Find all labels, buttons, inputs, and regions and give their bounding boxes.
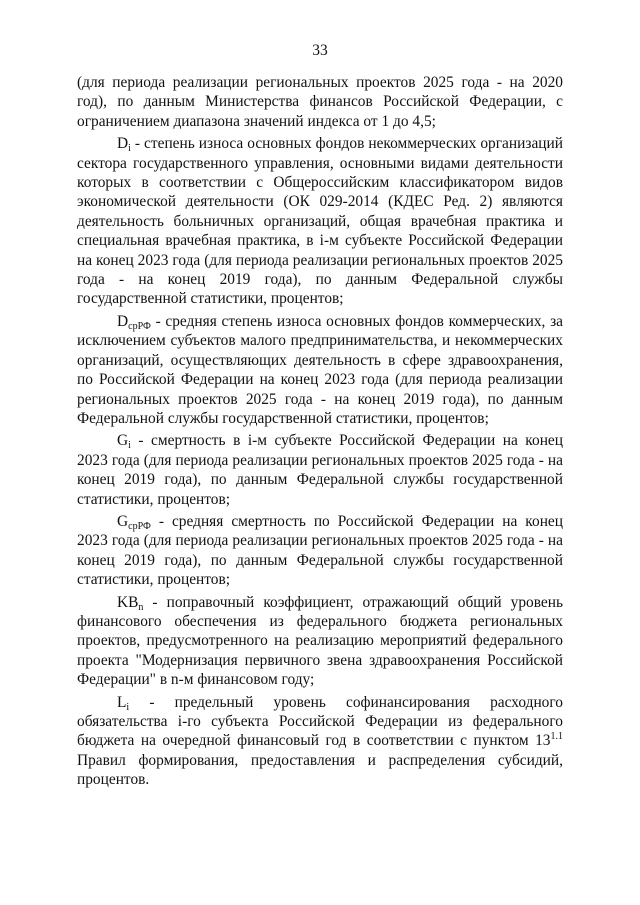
- variable-g-i: $G_i$: [117, 432, 131, 452]
- variable-d-i: $D_i$: [117, 135, 131, 155]
- paragraph-l-i: $L_i$ - предельный уровень софинансирования расходного обязательства i-го субъекта Российской Федерации из федерального бюджета на очередной финансовый год в соответствии с пунктом $13^{1.1}$ Правил формирования, предоставления и распределения субсидий, процентов.: [77, 693, 563, 789]
- paragraph-g-srrf: $G_{срРФ}$ - средняя смертность по Российской Федерации на конец 2023 года (для периода реализации региональных проектов 2025 года - на конец 2019 года), по данным Федеральной службы государственной статистики, процентов;: [77, 512, 563, 589]
- paragraph-index-continuation: (для периода реализации региональных проектов 2025 года - на 2020 год), по данным Министерства финансов Российской Федерации, с ограничением диапазона значений индекса от 1 до 4,5;: [77, 74, 563, 130]
- page-number: 33: [312, 42, 328, 59]
- variable-l-i: $L_i$: [117, 693, 130, 713]
- paragraph-d-i: $D_i$ - степень износа основных фондов некоммерческих организаций сектора государственного управления, основными видами деятельности которых в соответствии с Общероссийским классификатором видов экономической деятельности (ОК 029-2014 (КДЕС Ред. 2) являются деятельность больничных организаций, общая врачебная практика и специальная врачебная практика, в i-м субъекте Российской Федерации на конец 2023 года (для периода реализации региональных проектов 2025 года - на конец 2019 года), по данным Федеральной службы государственной статистики, процентов;: [77, 135, 563, 308]
- paragraph-d-srrf: $D_{срРФ}$ - средняя степень износа основных фондов коммерческих, за исключением субъектов малого предпринимательства, и некоммерческих организаций, осуществляющих деятельность в сфере здравоохранения, по Российской Федерации на конец 2023 года (для периода реализации региональных проектов 2025 года - на конец 2019 года), по данным Федеральной службы государственной статистики, процентов;: [77, 312, 563, 427]
- paragraph-g-i: $G_i$ - смертность в i-м субъекте Российской Федерации на конец 2023 года (для периода реализации региональных проектов 2025 года - на конец 2019 года), по данным Федеральной службы государственной статистики, процентов;: [77, 432, 563, 508]
- document-body: [77, 73, 563, 790]
- paragraph-kb-n: $KB_n$ - поправочный коэффициент, отражающий общий уровень финансового обеспечения из федерального бюджета региональных проектов, предусмотренного на реализацию мероприятий федерального проекта "Модернизация первичного звена здравоохранения Российской Федерации" в n-м финансовом году;: [77, 593, 563, 689]
- variable-kb-n: $KB_n$: [117, 593, 144, 613]
- point-reference-superscript: 1.1: [550, 731, 563, 743]
- variable-d-srrf: $D_{срРФ}$: [117, 312, 151, 332]
- variable-g-srrf: $G_{срРФ}$: [117, 512, 151, 532]
